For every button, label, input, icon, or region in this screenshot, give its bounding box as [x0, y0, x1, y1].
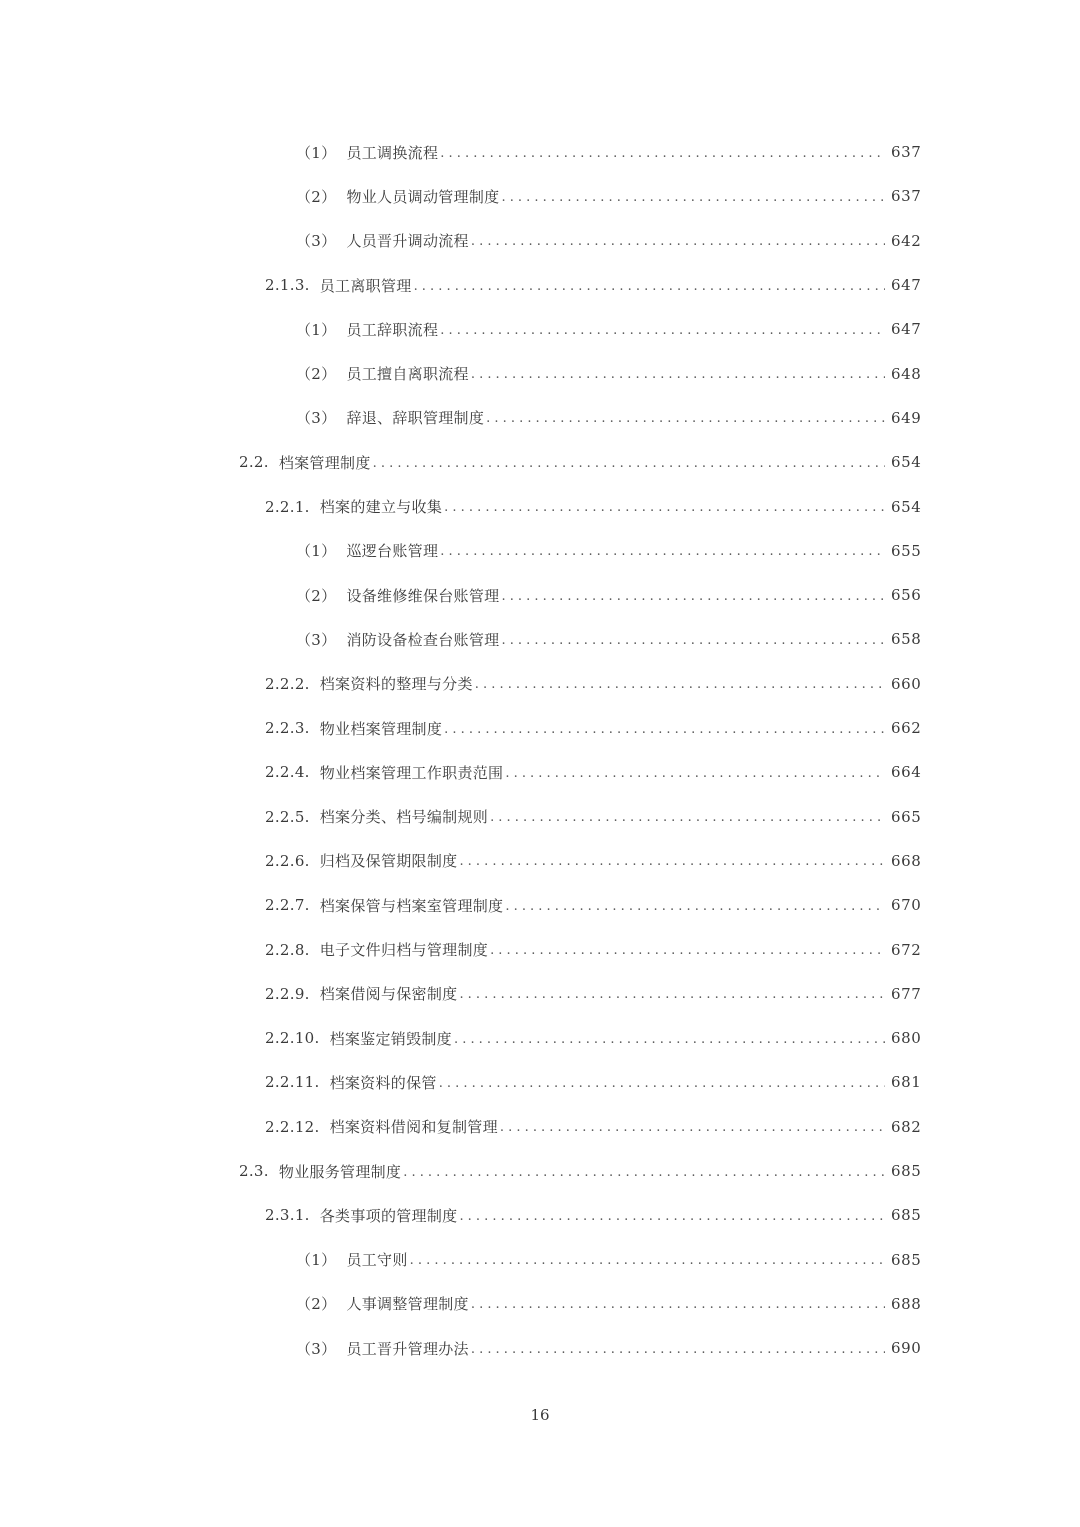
toc-entry-number: （3）	[296, 1339, 337, 1358]
toc-entry-title: 人员晋升调动流程	[346, 232, 469, 251]
toc-entry[interactable]	[265, 1105, 922, 1149]
toc-entry-title: 人事调整管理制度	[346, 1295, 469, 1314]
toc-entry-title: 员工守则	[346, 1251, 408, 1270]
dot-leader	[373, 457, 885, 470]
dot-leader	[459, 988, 885, 1001]
toc-entry-title: 档案资料的整理与分类	[319, 675, 473, 694]
toc-entry-page: 685	[891, 1206, 922, 1225]
toc-entry[interactable]	[239, 1149, 922, 1193]
dot-leader	[444, 723, 885, 736]
toc-entry-number: 2.2.10.	[265, 1029, 320, 1048]
toc-entry-page: 654	[891, 453, 922, 472]
toc-entry-page: 680	[891, 1029, 922, 1048]
toc-entry[interactable]	[265, 662, 922, 706]
dot-leader	[454, 1033, 885, 1046]
toc-entry[interactable]	[265, 263, 922, 307]
dot-leader	[500, 1121, 885, 1134]
toc-entry[interactable]	[265, 972, 922, 1016]
toc-entry-title: 各类事项的管理制度	[319, 1206, 458, 1225]
toc-entry-number: （1）	[296, 320, 337, 339]
toc-entry-number: 2.1.3.	[265, 276, 310, 295]
toc-entry[interactable]	[265, 927, 922, 971]
toc-entry-title: 档案管理制度	[278, 453, 371, 472]
dot-leader	[471, 368, 885, 381]
toc-entry[interactable]	[265, 839, 922, 883]
dot-leader	[471, 235, 885, 248]
toc-entry-title: 档案分类、档号编制规则	[319, 808, 489, 827]
page-number: 16	[530, 1406, 550, 1424]
toc-entry-page: 677	[891, 984, 922, 1003]
toc-entry-page: 642	[891, 231, 922, 250]
toc-entry-number: （2）	[296, 1295, 337, 1314]
toc-entry-title: 物业人员调动管理制度	[346, 187, 500, 206]
toc-entry-number: 2.2.6.	[265, 851, 310, 870]
toc-entry[interactable]	[265, 484, 922, 528]
toc-entry-number: （2）	[296, 586, 337, 605]
toc-entry[interactable]	[296, 1238, 922, 1282]
dot-leader	[439, 1077, 885, 1090]
toc-entry-title: 档案的建立与收集	[319, 498, 443, 517]
toc-entry-page: 681	[891, 1073, 922, 1092]
toc-entry[interactable]	[265, 795, 922, 839]
dot-leader	[501, 590, 885, 603]
toc-entry-number: 2.2.7.	[265, 896, 310, 915]
toc-entry[interactable]	[296, 529, 922, 573]
toc-entry-number: 2.2.5.	[265, 807, 310, 826]
toc-entry-page: 688	[891, 1294, 922, 1313]
dot-leader	[505, 767, 885, 780]
toc-entry-page: 682	[891, 1117, 922, 1136]
toc-entry-title: 物业服务管理制度	[278, 1162, 402, 1181]
toc-entry-page: 637	[891, 187, 922, 206]
toc-entry-number: （3）	[296, 232, 337, 251]
toc-entry-page: 654	[891, 497, 922, 516]
toc-entry-number: 2.2.3.	[265, 719, 310, 738]
toc-entry-title: 物业档案管理工作职责范围	[319, 763, 504, 782]
dot-leader	[486, 412, 885, 425]
dot-leader	[501, 634, 885, 647]
dot-leader	[403, 1166, 885, 1179]
toc-entry[interactable]	[296, 1326, 922, 1370]
toc-entry-title: 档案资料借阅和复制管理	[329, 1118, 498, 1137]
toc-entry[interactable]	[296, 573, 922, 617]
toc-entry-title: 档案借阅与保密制度	[319, 985, 458, 1004]
toc-entry-title: 员工晋升管理办法	[346, 1339, 469, 1358]
dot-leader	[459, 1210, 885, 1223]
toc-entry-number: （1）	[296, 1251, 337, 1270]
dot-leader	[414, 280, 885, 293]
toc-entry-number: 2.3.	[239, 1162, 269, 1181]
toc-entry-number: （2）	[296, 365, 337, 384]
toc-entry[interactable]	[296, 307, 922, 351]
dot-leader	[490, 811, 885, 824]
dot-leader	[505, 900, 885, 913]
dot-leader	[440, 324, 885, 337]
toc-entry[interactable]	[296, 219, 922, 263]
toc-entry-page: 647	[891, 276, 922, 295]
dot-leader	[471, 1343, 885, 1356]
toc-entry-page: 664	[891, 763, 922, 782]
toc-entry-number: 2.2.9.	[265, 984, 310, 1003]
toc-entry[interactable]	[296, 617, 922, 661]
toc-entry-title: 档案鉴定销毁制度	[329, 1029, 452, 1048]
toc-entry-number: （3）	[296, 409, 337, 428]
toc-entry-title: 档案保管与档案室管理制度	[319, 896, 504, 915]
toc-entry-page: 648	[891, 364, 922, 383]
toc-entry-page: 647	[891, 320, 922, 339]
dot-leader	[471, 1298, 885, 1311]
toc-entry-page: 649	[891, 408, 922, 427]
toc-entry[interactable]	[265, 883, 922, 927]
toc-entry-title: 设备维修维保台账管理	[346, 586, 500, 605]
toc-entry-page: 665	[891, 807, 922, 826]
toc-entry-number: 2.2.	[239, 453, 269, 472]
toc-entry[interactable]	[265, 1016, 922, 1060]
dot-leader	[440, 147, 885, 160]
toc-entry-number: 2.2.11.	[265, 1073, 320, 1092]
toc-entry-title: 档案资料的保管	[329, 1073, 437, 1092]
toc-entry-number: （3）	[296, 630, 337, 649]
toc-entry[interactable]	[296, 1282, 922, 1326]
toc-entry-page: 637	[891, 143, 922, 162]
toc-entry[interactable]	[265, 1193, 922, 1237]
toc-entry-title: 辞退、辞职管理制度	[346, 409, 485, 428]
toc-entry-title: 员工离职管理	[319, 276, 412, 295]
dot-leader	[459, 855, 885, 868]
toc-entry-title: 员工调换流程	[346, 143, 439, 162]
toc-entry-title: 电子文件归档与管理制度	[319, 941, 489, 960]
toc-entry-title: 归档及保管期限制度	[319, 852, 458, 871]
toc-entry-number: 2.2.8.	[265, 940, 310, 959]
toc-entry-number: （1）	[296, 143, 337, 162]
toc-entry-number: （1）	[296, 542, 337, 561]
dot-leader	[501, 191, 885, 204]
toc-entry-page: 668	[891, 851, 922, 870]
toc-entry-number: 2.2.12.	[265, 1117, 320, 1136]
toc-entry[interactable]	[239, 440, 922, 484]
dot-leader	[444, 501, 885, 514]
toc-entry-page: 685	[891, 1162, 922, 1181]
toc-entry-page: 670	[891, 896, 922, 915]
toc-entry[interactable]	[296, 130, 922, 174]
toc-entry[interactable]	[296, 352, 922, 396]
toc-entry-page: 690	[891, 1339, 922, 1358]
toc-entry-page: 655	[891, 541, 922, 560]
toc-entry-page: 662	[891, 719, 922, 738]
toc-entry-number: 2.2.4.	[265, 763, 310, 782]
toc-entry-page: 656	[891, 586, 922, 605]
toc-entry[interactable]	[265, 1060, 922, 1104]
toc-entry[interactable]	[265, 750, 922, 794]
toc-entry-number: 2.3.1.	[265, 1206, 310, 1225]
toc-entry[interactable]	[296, 396, 922, 440]
toc-entry-page: 672	[891, 940, 922, 959]
dot-leader	[410, 1254, 885, 1267]
toc-entry-number: （2）	[296, 187, 337, 206]
toc-entry-page: 685	[891, 1250, 922, 1269]
toc-entry-title: 员工擅自离职流程	[346, 365, 469, 384]
toc-entry-title: 物业档案管理制度	[319, 719, 443, 738]
toc-entry-page: 658	[891, 630, 922, 649]
toc-entry[interactable]	[296, 174, 922, 218]
toc-entry-number: 2.2.1.	[265, 497, 310, 516]
dot-leader	[490, 944, 885, 957]
toc-entry-title: 消防设备检查台账管理	[346, 630, 500, 649]
toc-entry-number: 2.2.2.	[265, 674, 310, 693]
toc-entry-title: 员工辞职流程	[346, 320, 439, 339]
toc-entry-title: 巡逻台账管理	[346, 542, 439, 561]
toc-entry[interactable]	[265, 706, 922, 750]
dot-leader	[475, 678, 885, 691]
dot-leader	[440, 545, 885, 558]
toc-entry-page: 660	[891, 674, 922, 693]
